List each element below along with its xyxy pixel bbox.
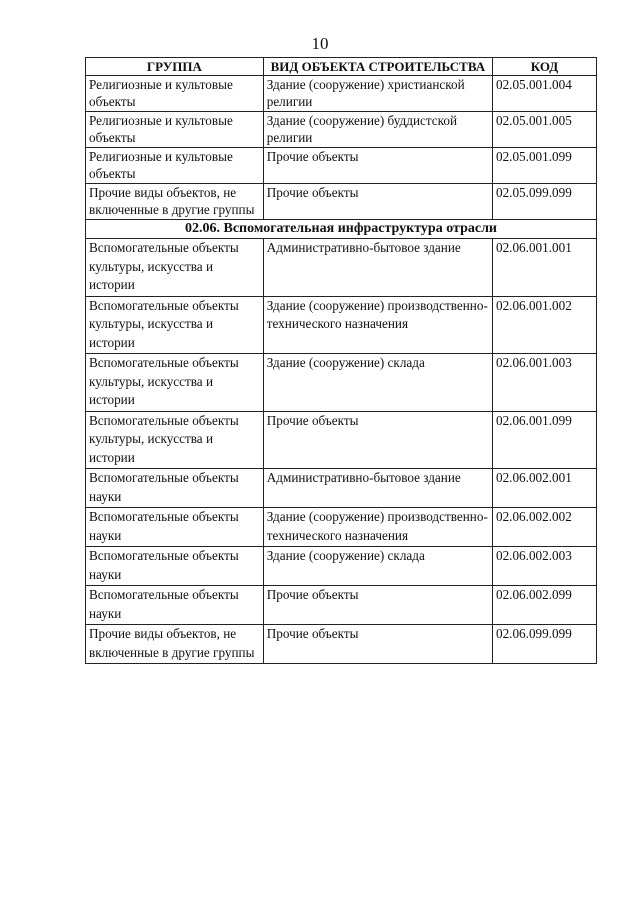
- group-cell: Вспомогательные объекты культуры, искусства и истории: [86, 354, 264, 412]
- group-cell: Вспомогательные объекты культуры, искусства и истории: [86, 411, 264, 469]
- object-type-cell: Прочие объекты: [263, 586, 492, 625]
- code-cell: 02.06.099.099: [492, 625, 596, 664]
- object-type-cell: Прочие объекты: [263, 625, 492, 664]
- table-row: [86, 411, 597, 469]
- group-cell: Религиозные и культовые объекты: [86, 148, 264, 184]
- group-cell: Вспомогательные объекты науки: [86, 547, 264, 586]
- group-cell: Прочие виды объектов, не включенные в другие группы: [86, 184, 264, 220]
- section-title: 02.06. Вспомогательная инфраструктура отрасли: [86, 220, 597, 239]
- section-row: [86, 220, 597, 239]
- table-row: [86, 239, 597, 297]
- table-row: [86, 148, 597, 184]
- table-row: [86, 508, 597, 547]
- object-type-cell: Здание (сооружение) производственно-технического назначения: [263, 296, 492, 354]
- table-row: [86, 112, 597, 148]
- code-cell: 02.06.001.003: [492, 354, 596, 412]
- code-cell: 02.06.002.001: [492, 469, 596, 508]
- group-cell: Вспомогательные объекты науки: [86, 586, 264, 625]
- code-cell: 02.06.002.003: [492, 547, 596, 586]
- object-type-cell: Административно-бытовое здание: [263, 239, 492, 297]
- group-cell: Вспомогательные объекты культуры, искусства и истории: [86, 296, 264, 354]
- table-row: [86, 586, 597, 625]
- object-type-cell: Прочие объекты: [263, 411, 492, 469]
- table-row: [86, 296, 597, 354]
- object-type-cell: Здание (сооружение) буддистской религии: [263, 112, 492, 148]
- code-cell: 02.05.001.099: [492, 148, 596, 184]
- code-cell: 02.06.002.002: [492, 508, 596, 547]
- code-cell: 02.05.001.004: [492, 76, 596, 112]
- object-type-cell: Прочие объекты: [263, 184, 492, 220]
- code-cell: 02.06.001.099: [492, 411, 596, 469]
- object-type-cell: Прочие объекты: [263, 148, 492, 184]
- object-type-cell: Административно-бытовое здание: [263, 469, 492, 508]
- code-cell: 02.06.001.002: [492, 296, 596, 354]
- group-cell: Вспомогательные объекты науки: [86, 469, 264, 508]
- table-row: [86, 547, 597, 586]
- header-code: КОД: [492, 58, 596, 76]
- page-number: 10: [311, 34, 329, 53]
- code-cell: 02.06.002.099: [492, 586, 596, 625]
- table-row: [86, 76, 597, 112]
- table-row: [86, 354, 597, 412]
- group-cell: Религиозные и культовые объекты: [86, 112, 264, 148]
- group-cell: Вспомогательные объекты культуры, искусства и истории: [86, 239, 264, 297]
- table-row: [86, 184, 597, 220]
- table-row: [86, 469, 597, 508]
- header-type: ВИД ОБЪЕКТА СТРОИТЕЛЬСТВА: [263, 58, 492, 76]
- table-header-row: [86, 58, 597, 76]
- code-cell: 02.05.001.005: [492, 112, 596, 148]
- table-row: [86, 625, 597, 664]
- code-cell: 02.06.001.001: [492, 239, 596, 297]
- object-type-cell: Здание (сооружение) склада: [263, 354, 492, 412]
- group-cell: Прочие виды объектов, не включенные в другие группы: [86, 625, 264, 664]
- code-cell: 02.05.099.099: [492, 184, 596, 220]
- construction-objects-table: [85, 57, 597, 664]
- object-type-cell: Здание (сооружение) склада: [263, 547, 492, 586]
- header-group: ГРУППА: [86, 58, 264, 76]
- group-cell: Религиозные и культовые объекты: [86, 76, 264, 112]
- object-type-cell: Здание (сооружение) христианской религии: [263, 76, 492, 112]
- group-cell: Вспомогательные объекты науки: [86, 508, 264, 547]
- object-type-cell: Здание (сооружение) производственно-технического назначения: [263, 508, 492, 547]
